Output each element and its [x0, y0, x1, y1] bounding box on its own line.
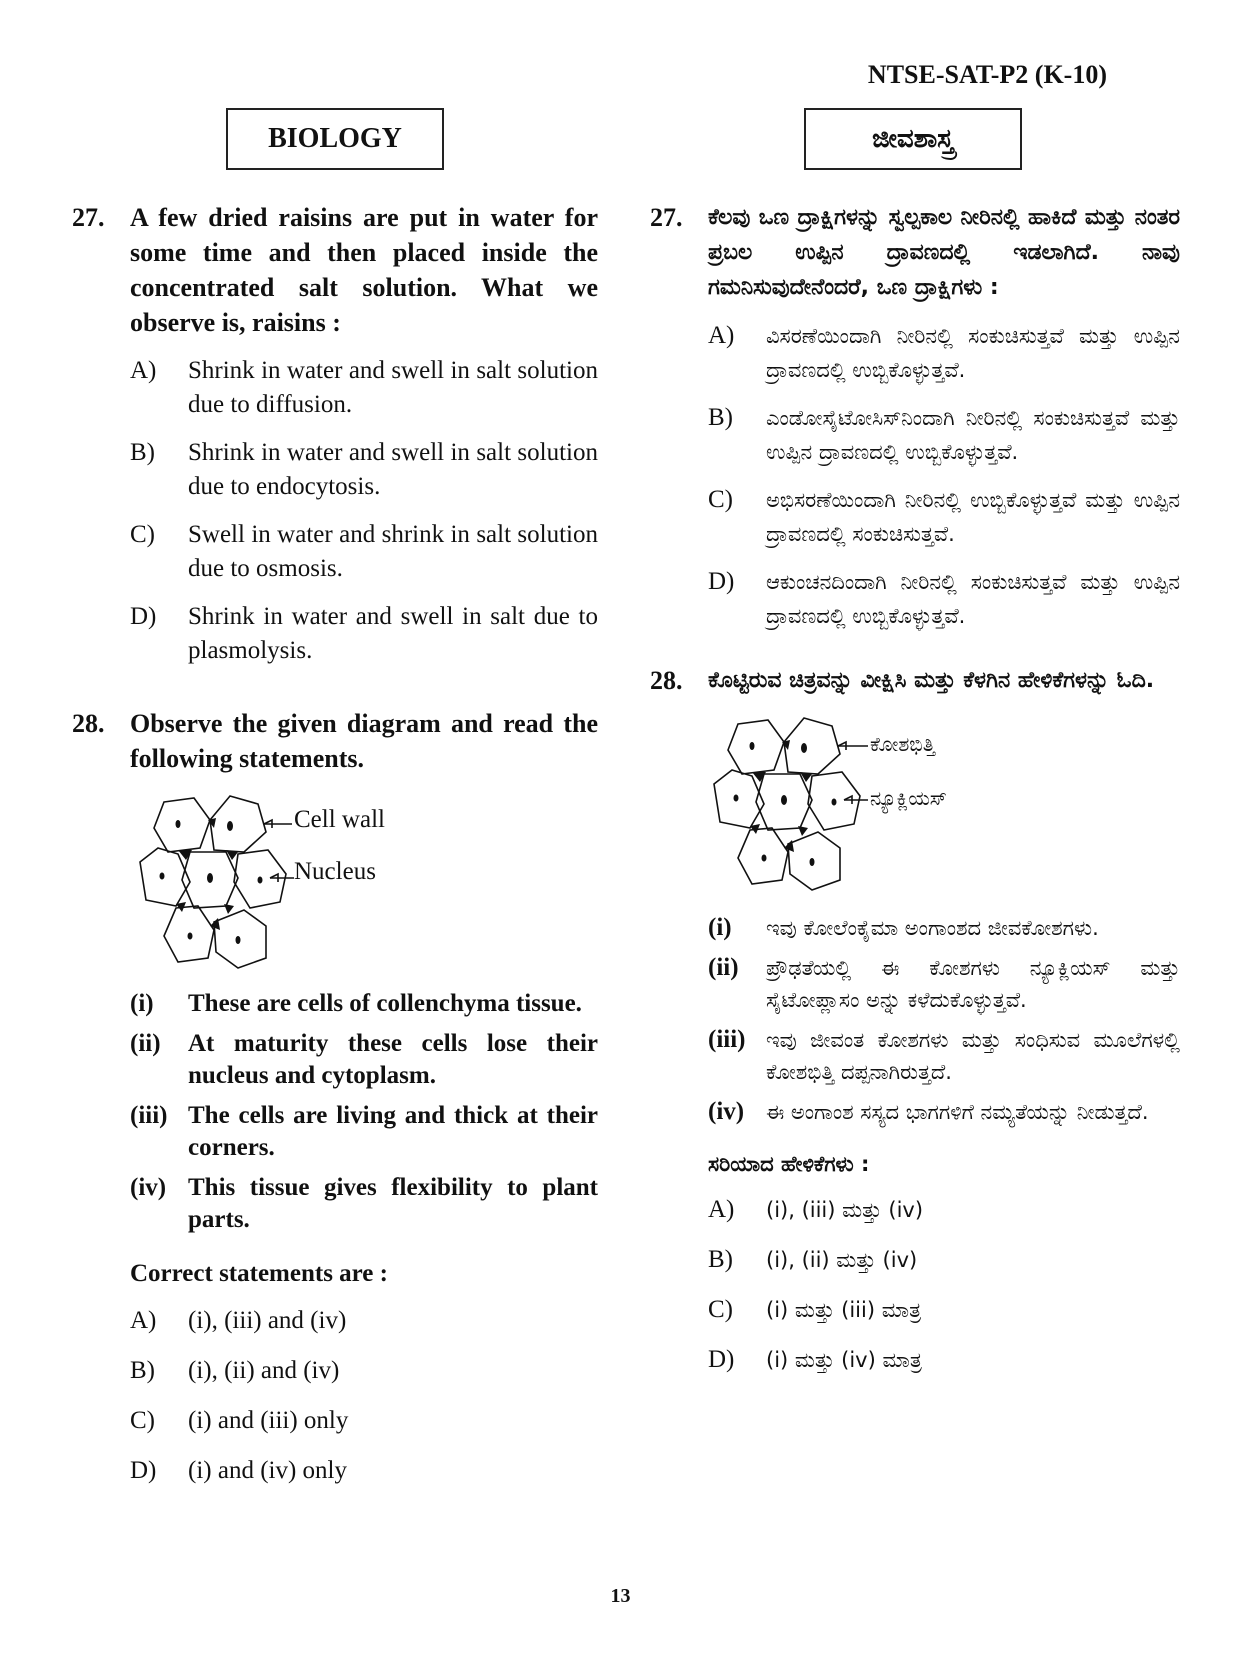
page-number: 13	[610, 1585, 631, 1607]
option-text: Shrink in water and swell in salt solution due to endocytosis.	[188, 439, 598, 500]
option-text: (i) and (iii) only	[188, 1407, 349, 1434]
option-label: D)	[130, 1457, 157, 1484]
option-label: C)	[130, 521, 155, 548]
statement-label: (ii)	[708, 954, 739, 981]
paper-code: NTSE-SAT-P2 (K-10)	[867, 60, 1107, 89]
correct-statements-label: Correct statements are :	[130, 1260, 388, 1287]
question-28	[72, 706, 598, 776]
question-28-kn	[650, 663, 1180, 698]
statement-text: ಪ್ರೌಢತೆಯಲ್ಲಿ ಈ ಕೋಶಗಳು ನ್ಯೂಕ್ಲಿಯಸ್ ಮತ್ತು ಸೈಟೋಪ್ಲಾಸಂ ಅನ್ನು ಕಳೆದುಕೊಳ್ಳುತ್ತವೆ.	[766, 956, 1180, 1012]
option-c-kn	[708, 483, 1180, 551]
option-d-kn	[708, 1343, 1180, 1377]
statements-list	[130, 988, 598, 1288]
option-label: D)	[708, 568, 735, 595]
option-label: C)	[708, 1296, 733, 1323]
option-label: B)	[708, 1246, 733, 1273]
statement-text: The cells are living and thick at their corners.	[188, 1102, 598, 1161]
question-text: Observe the given diagram and read the following statements.	[130, 709, 598, 773]
section-title-english	[226, 108, 444, 170]
parenchyma-cells-figure	[134, 790, 304, 975]
option-a-kn	[708, 319, 1180, 387]
statement-label: (iv)	[130, 1174, 167, 1201]
nucleus-label: ನ್ಯೂಕ್ಲಿಯಸ್	[870, 786, 947, 810]
statement-text: ಇವು ಕೋಲೆಂಕೈಮಾ ಅಂಗಾಂಶದ ಜೀವಕೋಶಗಳು.	[766, 916, 1099, 940]
q28-options	[130, 1304, 598, 1488]
english-column	[72, 200, 598, 1488]
option-text: (i) ಮತ್ತು (iv) ಮಾತ್ರ	[766, 1348, 922, 1372]
option-label: A)	[708, 322, 735, 349]
statement-text: ಇವು ಜೀವಂತ ಕೋಶಗಳು ಮತ್ತು ಸಂಧಿಸುವ ಮೂಲೆಗಳಲ್ಲಿ ಕೋಶಭಿತ್ತಿ ದಪ್ಪನಾಗಿರುತ್ತದೆ.	[766, 1028, 1180, 1084]
question-text: A few dried raisins are put in water for some time and then placed inside the concentrated salt solution. What we observe is, raisins :	[130, 203, 598, 337]
question-27-kn	[650, 200, 1180, 305]
option-label: A)	[130, 357, 157, 384]
statement-label: (i)	[708, 914, 732, 941]
statement-text: At maturity these cells lose their nucleus and cytoplasm.	[188, 1030, 598, 1089]
question-27	[72, 200, 598, 340]
cell-wall-label: Cell wall	[294, 806, 385, 833]
statement-label: (ii)	[130, 1030, 161, 1057]
correct-statements-label: ಸರಿಯಾದ ಹೇಳಿಕೆಗಳು :	[708, 1152, 870, 1176]
question-number: 28.	[650, 666, 683, 695]
option-d	[130, 600, 598, 668]
cell-wall-label: ಕೋಶಭಿತ್ತಿ	[870, 732, 936, 756]
statement-label: (i)	[130, 990, 154, 1017]
cell-diagram	[134, 790, 598, 980]
statement-iv-kn	[708, 1096, 1180, 1128]
statement-iv	[130, 1172, 598, 1236]
section-title-kannada	[804, 108, 1022, 170]
q28-options-kn	[708, 1193, 1180, 1377]
section-title-english-text: BIOLOGY	[268, 123, 402, 154]
statement-i-kn	[708, 912, 1180, 944]
parenchyma-cells-figure	[708, 712, 878, 897]
kannada-column	[650, 200, 1180, 1377]
option-text: ಎಂಡೋಸೈಟೋಸಿಸ್‌ನಿಂದಾಗಿ ನೀರಿನಲ್ಲಿ ಸಂಕುಚಿಸುತ್ತವೆ ಮತ್ತು ಉಪ್ಪಿನ ದ್ರಾವಣದಲ್ಲಿ ಉಬ್ಬಿಕೊಳ್ಳುತ್ತವೆ.	[766, 406, 1180, 464]
option-c	[130, 1404, 598, 1438]
statement-ii-kn	[708, 952, 1180, 1016]
statement-text: These are cells of collenchyma tissue.	[188, 990, 582, 1017]
option-text: (i), (iii) and (iv)	[188, 1307, 347, 1334]
statement-ii	[130, 1028, 598, 1092]
option-label: A)	[708, 1196, 735, 1223]
statement-i	[130, 988, 598, 1020]
option-b-kn	[708, 401, 1180, 469]
option-label: B)	[130, 439, 155, 466]
option-text: Shrink in water and swell in salt solution due to diffusion.	[188, 357, 598, 418]
statement-iii-kn	[708, 1024, 1180, 1088]
statement-text: This tissue gives flexibility to plant parts.	[188, 1174, 598, 1233]
option-label: B)	[130, 1357, 155, 1384]
option-c-kn	[708, 1293, 1180, 1327]
option-a-kn	[708, 1193, 1180, 1227]
option-text: (i) ಮತ್ತು (iii) ಮಾತ್ರ	[766, 1298, 922, 1322]
option-label: C)	[130, 1407, 155, 1434]
statement-iii	[130, 1100, 598, 1164]
statement-label: (iv)	[708, 1098, 745, 1125]
option-text: (i), (ii) and (iv)	[188, 1357, 340, 1384]
cell-diagram-kn	[708, 712, 1180, 902]
option-d	[130, 1454, 598, 1488]
option-b-kn	[708, 1243, 1180, 1277]
nucleus-label: Nucleus	[294, 858, 376, 885]
option-label: B)	[708, 404, 733, 431]
option-label: C)	[708, 486, 733, 513]
option-text: ಆಕುಂಚನದಿಂದಾಗಿ ನೀರಿನಲ್ಲಿ ಸಂಕುಚಿಸುತ್ತವೆ ಮತ್ತು ಉಪ್ಪಿನ ದ್ರಾವಣದಲ್ಲಿ ಉಬ್ಬಿಕೊಳ್ಳುತ್ತವೆ.	[766, 570, 1180, 628]
option-text: (i) and (iv) only	[188, 1457, 347, 1484]
option-text: Shrink in water and swell in salt due to plasmolysis.	[188, 603, 598, 664]
option-d-kn	[708, 565, 1180, 633]
question-number: 27.	[650, 203, 683, 232]
option-label: D)	[130, 603, 157, 630]
question-text: ಕೊಟ್ಟಿರುವ ಚಿತ್ರವನ್ನು ವೀಕ್ಷಿಸಿ ಮತ್ತು ಕೆಳಗಿನ ಹೇಳಿಕೆಗಳನ್ನು ಓದಿ.	[708, 668, 1155, 693]
option-label: A)	[130, 1307, 157, 1334]
statement-text: ಈ ಅಂಗಾಂಶ ಸಸ್ಯದ ಭಾಗಗಳಿಗೆ ನಮ್ಯತೆಯನ್ನು ನೀಡುತ್ತದೆ.	[766, 1100, 1149, 1124]
option-b	[130, 436, 598, 504]
option-text: ಅಭಿಸರಣೆಯಿಂದಾಗಿ ನೀರಿನಲ್ಲಿ ಉಬ್ಬಿಕೊಳ್ಳುತ್ತವೆ ಮತ್ತು ಉಪ್ಪಿನ ದ್ರಾವಣದಲ್ಲಿ ಸಂಕುಚಿಸುತ್ತವೆ.	[766, 488, 1180, 546]
statement-label: (iii)	[130, 1102, 168, 1129]
option-a	[130, 354, 598, 422]
statement-label: (iii)	[708, 1026, 746, 1053]
option-text: Swell in water and shrink in salt solution due to osmosis.	[188, 521, 598, 582]
option-b	[130, 1354, 598, 1388]
section-title-kannada-text: ಜೀವಶಾಸ್ತ್ರ	[872, 123, 954, 154]
question-number: 27.	[72, 203, 105, 232]
question-text: ಕೆಲವು ಒಣ ದ್ರಾಕ್ಷಿಗಳನ್ನು ಸ್ವಲ್ಪಕಾಲ ನೀರಿನಲ್ಲಿ ಹಾಕಿದೆ ಮತ್ತು ನಂತರ ಪ್ರಬಲ ಉಪ್ಪಿನ ದ್ರಾವಣದಲ್ಲಿ ಇಡಲಾಗಿದೆ. ನಾವು ಗಮನಿಸುವುದೇನೆಂದರೆ, ಒಣ ದ್ರಾಕ್ಷಿಗಳು :	[708, 205, 1180, 300]
option-label: D)	[708, 1346, 735, 1373]
option-text: ವಿಸರಣೆಯಿಂದಾಗಿ ನೀರಿನಲ್ಲಿ ಸಂಕುಚಿಸುತ್ತವೆ ಮತ್ತು ಉಪ್ಪಿನ ದ್ರಾವಣದಲ್ಲಿ ಉಬ್ಬಿಕೊಳ್ಳುತ್ತವೆ.	[766, 324, 1180, 382]
option-text: (i), (iii) ಮತ್ತು (iv)	[766, 1198, 924, 1222]
question-number: 28.	[72, 709, 105, 738]
option-a	[130, 1304, 598, 1338]
statements-list-kn	[708, 912, 1180, 1177]
option-text: (i), (ii) ಮತ್ತು (iv)	[766, 1248, 918, 1272]
option-c	[130, 518, 598, 586]
